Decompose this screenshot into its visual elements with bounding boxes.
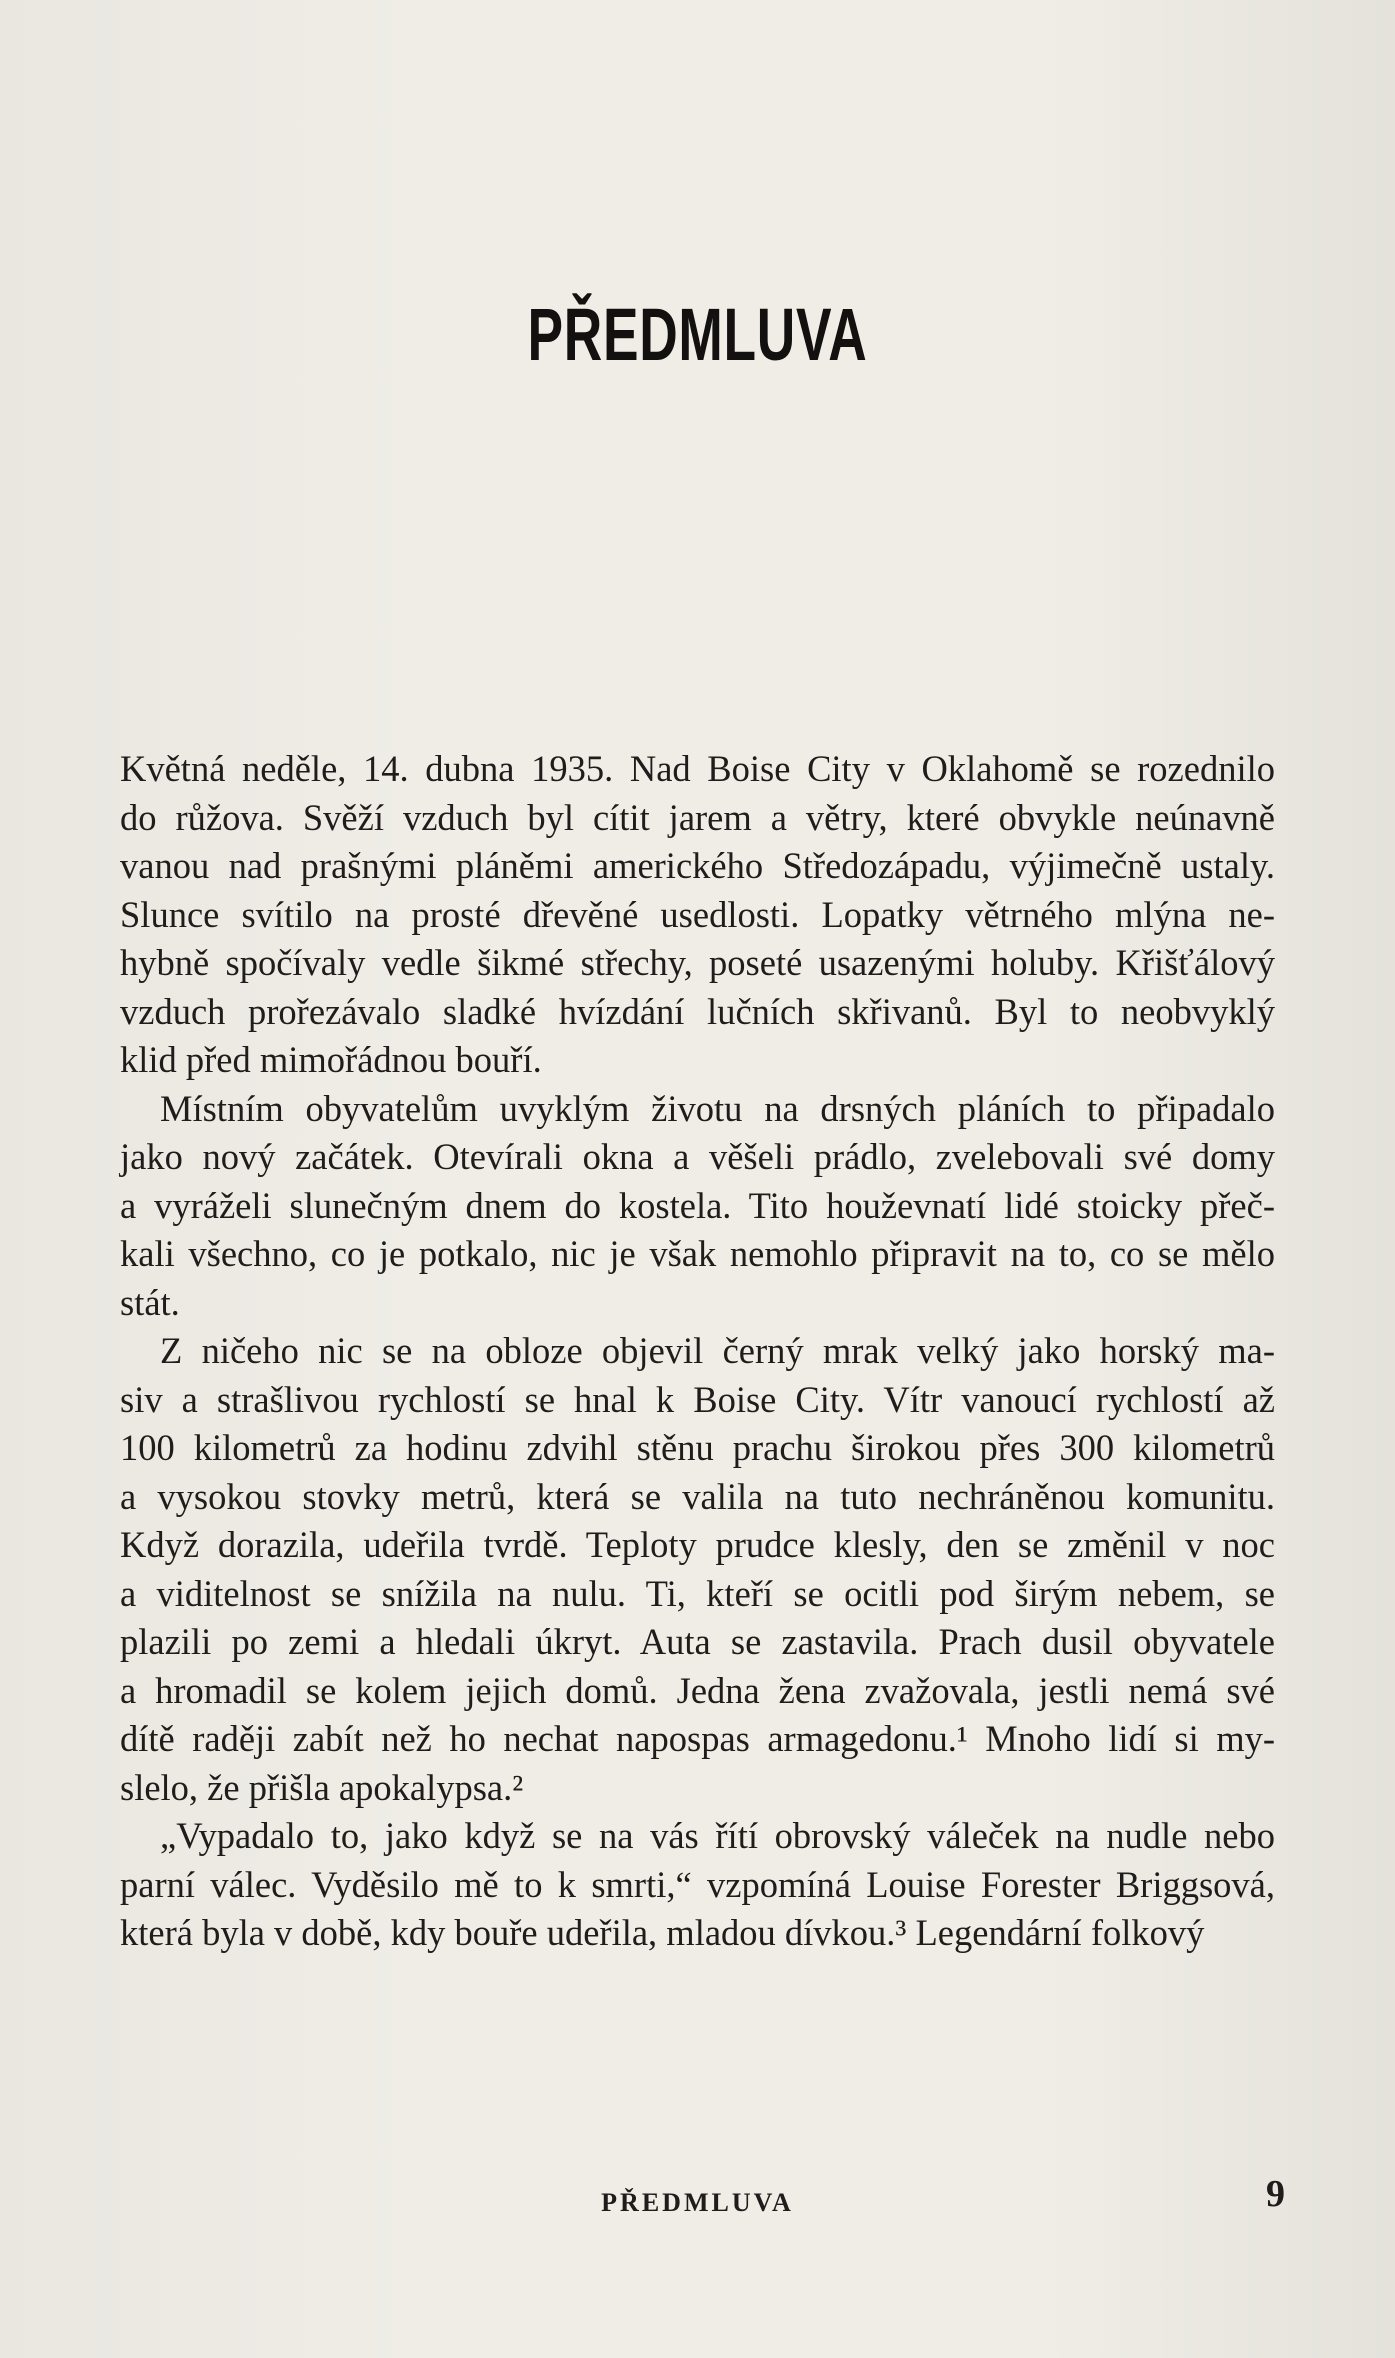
text-line: Místním obyvatelům uvyklým životu na drsných pláních to připadalo xyxy=(160,1087,1275,1129)
text-line: parní válec. Vyděsilo mě to k smrti,“ vzpomíná Louise Forester Briggsová, xyxy=(120,1863,1275,1905)
chapter-title: PŘEDMLUVA xyxy=(527,293,868,376)
text-line: a viditelnost se snížila na nulu. Ti, kteří se ocitli pod širým nebem, se xyxy=(120,1572,1275,1614)
text-line: dítě raději zabít než ho nechat napospas armagedonu.¹ Mnoho lidí si my- xyxy=(120,1718,1275,1759)
text-line: stát. xyxy=(120,1281,180,1323)
text-line: siv a strašlivou rychlostí se hnal k Boise City. Vítr vanoucí rychlostí až xyxy=(120,1378,1275,1420)
text-line: Když dorazila, udeřila tvrdě. Teploty prudce klesly, den se změnil v noc xyxy=(120,1524,1275,1565)
paragraph xyxy=(120,1812,1275,1958)
text-line: slelo, že přišla apokalypsa.² xyxy=(120,1766,524,1808)
text-line: která byla v době, kdy bouře udeřila, mladou dívkou.³ Legendární folkový xyxy=(120,1912,1205,1953)
text-line: 100 kilometrů za hodinu zdvihl stěnu prachu širokou přes 300 kilometrů xyxy=(120,1427,1275,1468)
paragraph xyxy=(120,745,1275,1085)
text-line: a vysokou stovky metrů, která se valila na tuto nechráněnou komunitu. xyxy=(120,1475,1275,1517)
text-line: hybně spočívaly vedle šikmé střechy, poseté usazenými holuby. Křišťálový xyxy=(120,942,1275,983)
text-line: vzduch prořezávalo sladké hvízdání lučních skřivanů. Byl to neobvyklý xyxy=(120,990,1275,1032)
text-line: plazili po zemi a hledali úkryt. Auta se zastavila. Prach dusil obyvatele xyxy=(120,1621,1275,1662)
text-line: a hromadil se kolem jejich domů. Jedna žena zvažovala, jestli nemá své xyxy=(120,1669,1275,1711)
paragraph xyxy=(120,1085,1275,1328)
body-text xyxy=(120,745,1275,1958)
text-line: kali všechno, co je potkalo, nic je však nemohlo připravit na to, co se mělo xyxy=(120,1233,1275,1274)
text-line: Z ničeho nic se na obloze objevil černý mrak velký jako horský ma- xyxy=(160,1330,1275,1371)
text-line: Slunce svítilo na prosté dřevěné usedlosti. Lopatky větrného mlýna ne- xyxy=(120,893,1275,935)
text-line: a vyráželi slunečným dnem do kostela. Tito houževnatí lidé stoicky přeč- xyxy=(120,1184,1275,1226)
text-line: vanou nad prašnými pláněmi amerického Středozápadu, výjimečně ustaly. xyxy=(120,845,1275,886)
text-line: „Vypadalo to, jako když se na vás řítí obrovský váleček na nudle nebo xyxy=(160,1815,1275,1856)
text-line: do růžova. Svěží vzduch byl cítit jarem a větry, které obvykle neúnavně xyxy=(120,796,1275,838)
text-line: Květná neděle, 14. dubna 1935. Nad Boise City v Oklahomě se rozednilo xyxy=(120,748,1275,789)
paragraph xyxy=(120,1327,1275,1812)
text-line: jako nový začátek. Otevírali okna a věšeli prádlo, zvelebovali své domy xyxy=(120,1136,1275,1177)
running-head: PŘEDMLUVA xyxy=(601,2188,794,2217)
text-line: klid před mimořádnou bouří. xyxy=(120,1039,542,1080)
page-number: 9 xyxy=(1266,2173,1285,2215)
